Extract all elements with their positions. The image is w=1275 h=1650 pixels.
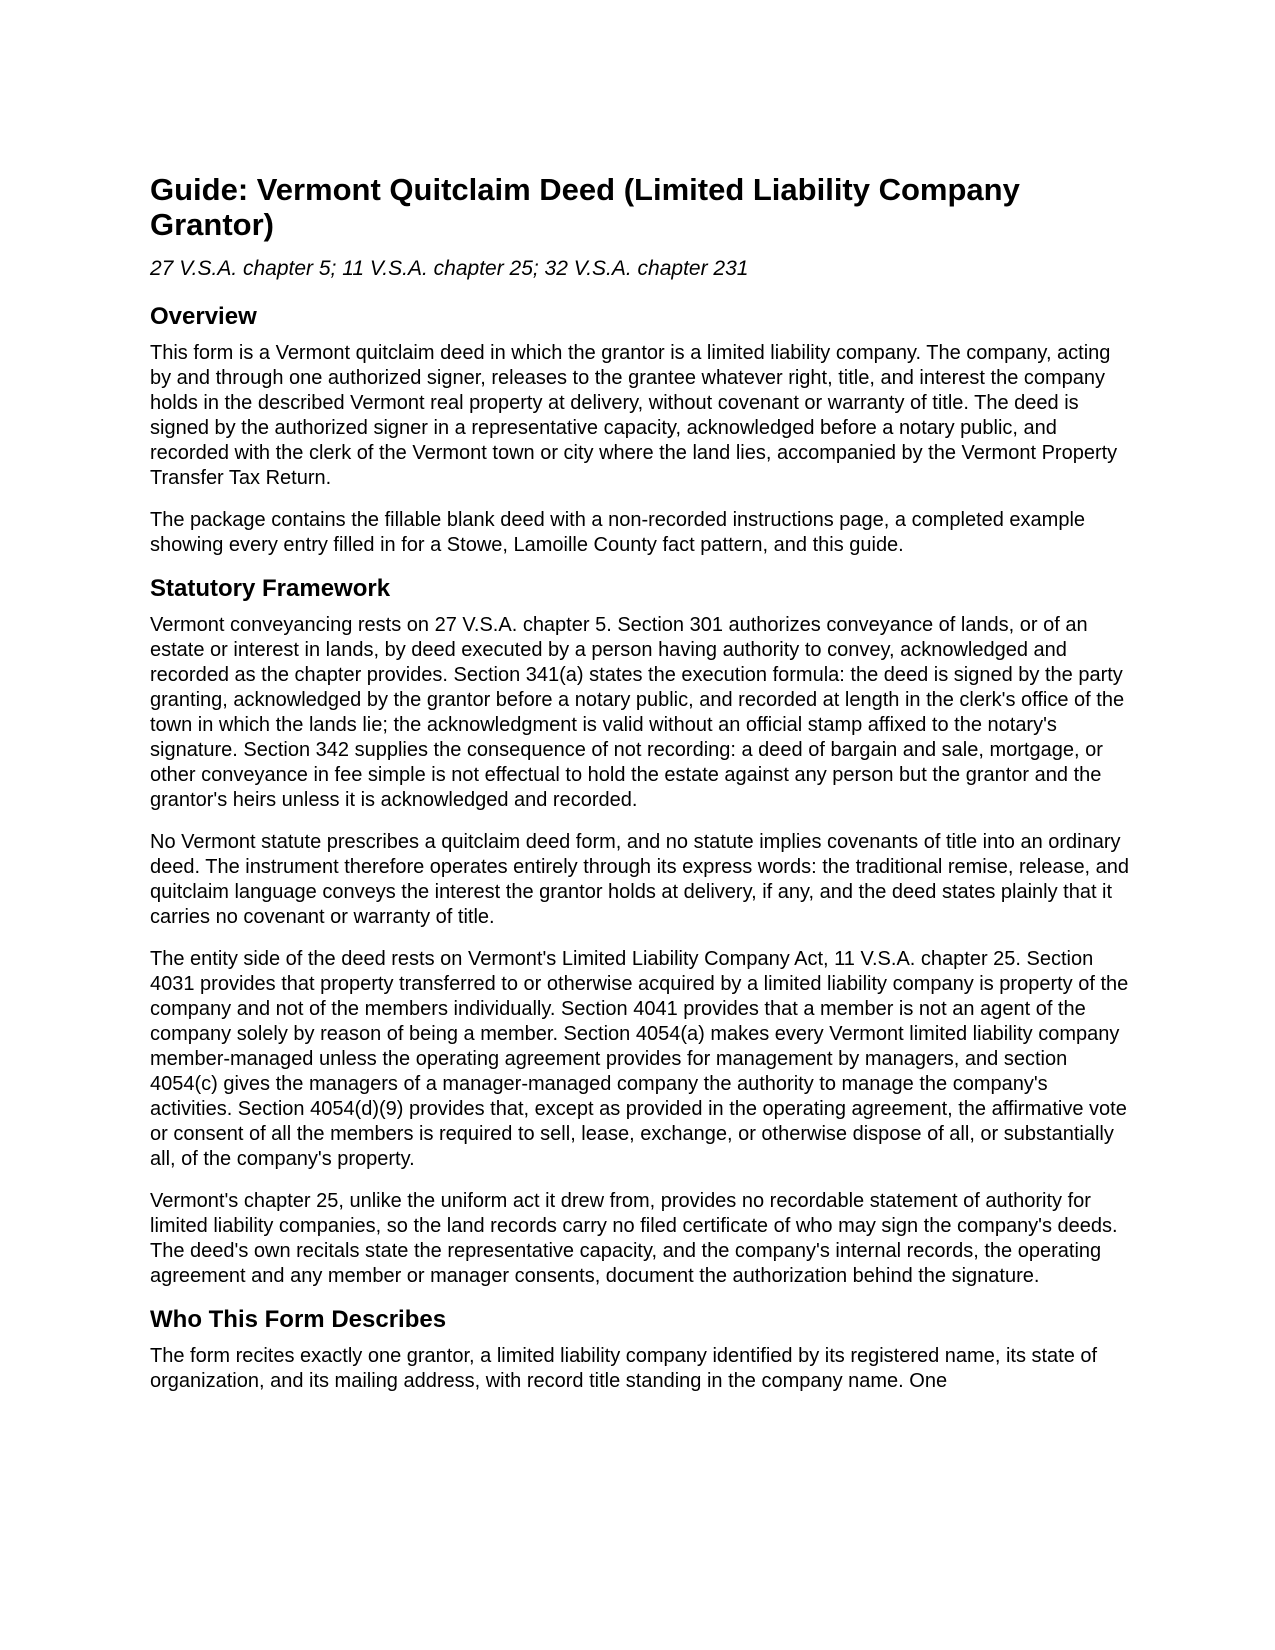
statute-citation: 27 V.S.A. chapter 5; 11 V.S.A. chapter 25; 32 V.S.A. chapter 231 [150,257,749,280]
document-title: Guide: Vermont Quitclaim Deed (Limited Liability Company Grantor) [150,172,1020,242]
paragraph: The package contains the fillable blank deed with a non-recorded instructions page, a completed example showing every entry filled in for a Stowe, Lamoille County fact pattern, and this guide. [150,509,1086,556]
section-heading: Overview [150,303,257,330]
section-heading: Statutory Framework [150,575,391,602]
section-overview [150,303,1130,558]
document-page [150,172,1130,1411]
paragraph: The form recites exactly one grantor, a limited liability company identified by its registered name, its state of organization, and its mailing address, with record title standing in the company name. One [150,1345,1098,1392]
section-statutory-framework [150,575,1130,1289]
section-heading: Who This Form Describes [150,1306,447,1333]
paragraph: Vermont's chapter 25, unlike the uniform act it drew from, provides no recordable statement of authority for limited liability companies, so the land records carry no filed certificate of who may sign the company's deeds. The deed's own recitals state the representative capacity, and the company's internal records, the operating agreement and any member or manager consents, document the authorization behind the signature. [150,1190,1118,1287]
paragraph: The entity side of the deed rests on Vermont's Limited Liability Company Act, 11 V.S.A. chapter 25. Section 4031 provides that property transferred to or otherwise acquired by a limited liability company is property of the company and not of the members individually. Section 4041 provides that a member is not an agent of the company solely by reason of being a member. Section 4054(a) makes every Vermont limited liability company member-managed unless the operating agreement provides for management by managers, and section 4054(c) gives the managers of a manager-managed company the authority to manage the company's activities. Section 4054(d)(9) provides that, except as provided in the operating agreement, the affirmative vote or consent of all the members is required to sell, lease, exchange, or otherwise dispose of all, or substantially all, of the company's property. [150,948,1129,1170]
paragraph: This form is a Vermont quitclaim deed in which the grantor is a limited liability company. The company, acting by and through one authorized signer, releases to the grantee whatever right, title, and interest the company holds in the described Vermont real property at delivery, without covenant or warranty of title. The deed is signed by the authorized signer in a representative capacity, acknowledged before a notary public, and recorded with the clerk of the Vermont town or city where the land lies, accompanied by the Vermont Property Transfer Tax Return. [150,342,1118,489]
section-who-this-form-describes [150,1306,1130,1394]
paragraph: Vermont conveyancing rests on 27 V.S.A. chapter 5. Section 301 authorizes conveyance of lands, or of an estate or interest in lands, by deed executed by a person having authority to convey, acknowledged and recorded as the chapter provides. Section 341(a) states the execution formula: the deed is signed by the party granting, acknowledged by the grantor before a notary public, and recorded at length in the clerk's office of the town in which the lands lie; the acknowledgment is valid without an official stamp affixed to the notary's signature. Section 342 supplies the consequence of not recording: a deed of bargain and sale, mortgage, or other conveyance in fee simple is not effectual to hold the estate against any person but the grantor and the grantor's heirs unless it is acknowledged and recorded. [150,614,1125,811]
paragraph: No Vermont statute prescribes a quitclaim deed form, and no statute implies covenants of title into an ordinary deed. The instrument therefore operates entirely through its express words: the traditional remise, release, and quitclaim language conveys the interest the grantor holds at delivery, if any, and the deed states plainly that it carries no covenant or warranty of title. [150,831,1130,928]
